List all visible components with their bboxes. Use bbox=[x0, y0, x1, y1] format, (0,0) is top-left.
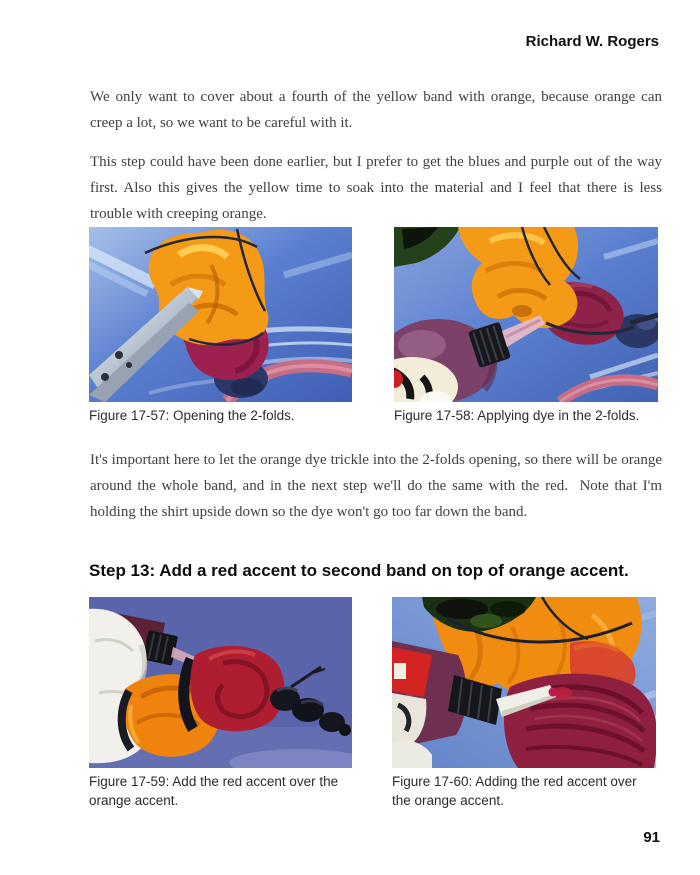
figure-17-57 bbox=[89, 227, 352, 425]
figure-17-58 bbox=[394, 227, 658, 425]
page-number: 91 bbox=[643, 829, 660, 846]
figure-17-57-photo bbox=[89, 227, 352, 402]
figure-17-59 bbox=[89, 597, 352, 810]
figure-17-58-photo bbox=[394, 227, 658, 402]
figure-17-58-caption: Figure 17-58: Applying dye in the 2-folds. bbox=[394, 408, 640, 423]
figure-17-59-photo bbox=[89, 597, 352, 768]
body-paragraph-3: It's important here to let the orange dye trickle into the 2-folds opening, so there will be orange around the whole band, and in the next step we'll do the same with the red. Note that I'm holding the shirt upside down so the dye won't go too far down the band. bbox=[90, 452, 666, 520]
figure-17-60-caption: Figure 17-60: Adding the red accent over the orange accent. bbox=[392, 774, 637, 808]
figure-17-59-caption: Figure 17-59: Add the red accent over the orange accent. bbox=[89, 774, 339, 808]
page-header-author: Richard W. Rogers bbox=[525, 33, 659, 50]
figure-17-60-photo bbox=[392, 597, 656, 768]
body-paragraph-2: This step could have been done earlier, but I prefer to get the blues and purple out of the way first. Also this gives the yellow time to soak into the material and I feel that there is less trouble with creeping orange. bbox=[90, 154, 666, 222]
body-paragraph-1: We only want to cover about a fourth of the yellow band with orange, because orange can creep a lot, so we want to be careful with it. bbox=[90, 89, 666, 131]
figure-17-57-caption: Figure 17-57: Opening the 2-folds. bbox=[89, 408, 295, 423]
figure-17-60 bbox=[392, 597, 656, 810]
step-13-heading: Step 13: Add a red accent to second band on top of orange accent. bbox=[89, 561, 629, 580]
